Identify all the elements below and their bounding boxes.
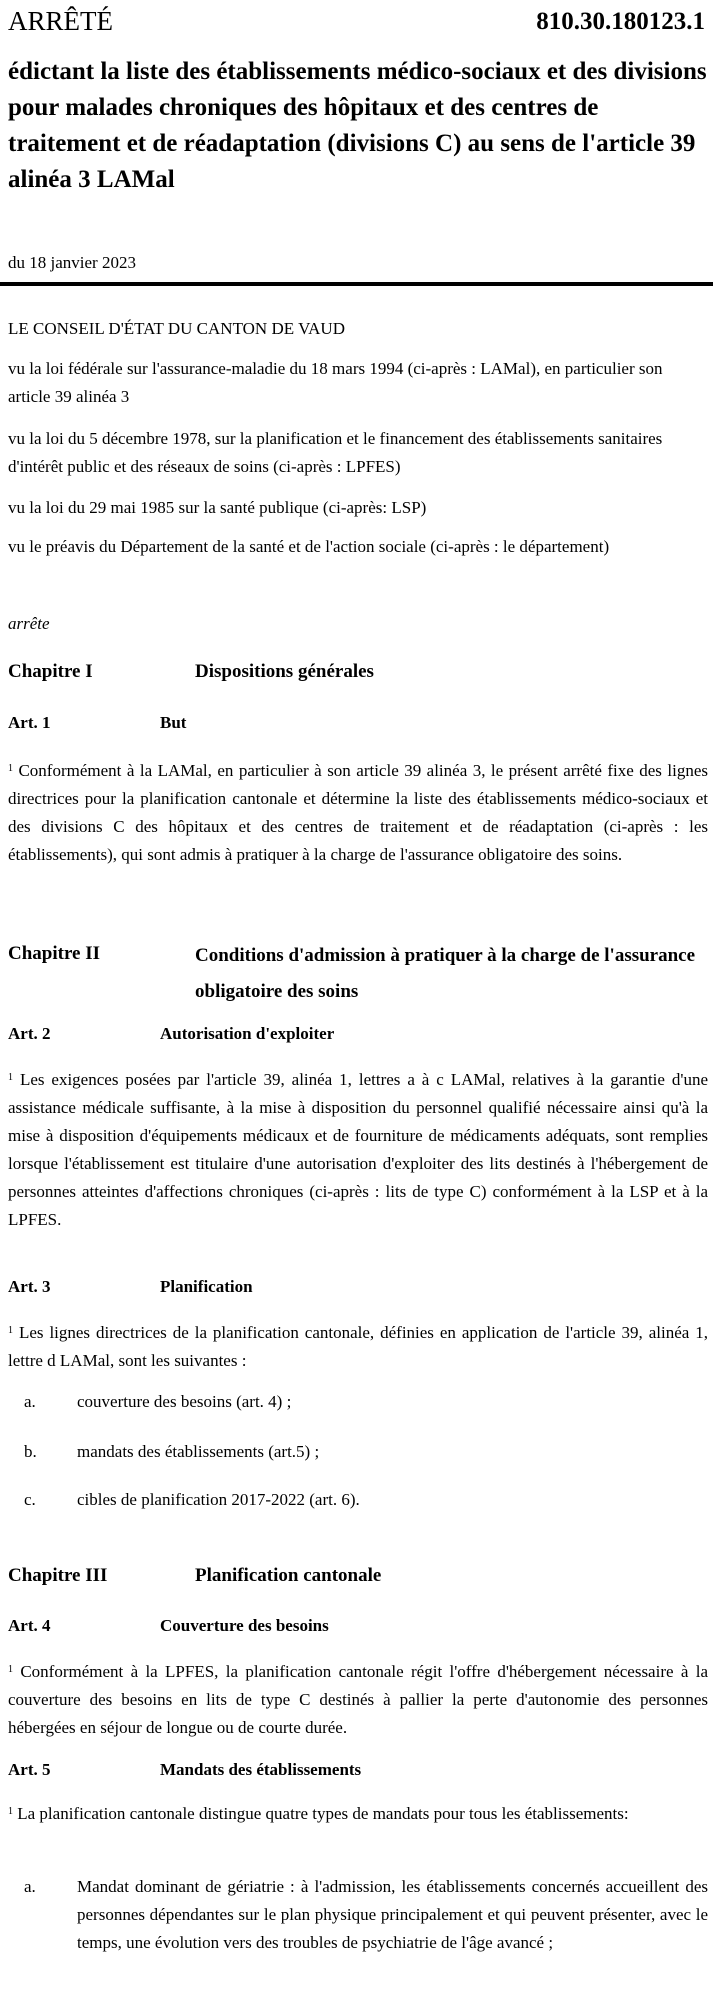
consideration-4: vu le préavis du Département de la santé et de l'action sociale (ci-après : le département) — [8, 537, 610, 556]
art-5-item-a: Mandat dominant de gériatrie : à l'admission, les établissements concernés accueillent des personnes dépendantes sur le plan physique principalement et qui peuvent présenter, avec le temps, une évolution vers des troubles de psychiatrie de l'âge avancé ; — [77, 1877, 708, 1952]
art-5-label: Art. 5 — [8, 1760, 51, 1779]
chapter-3-label: Chapitre III — [8, 1565, 108, 1586]
paragraph-number: 1 — [8, 1806, 13, 1817]
art-3-paragraph — [8, 1319, 708, 1375]
art-5-title: Mandats des établissements — [160, 1760, 362, 1779]
art-3-label: Art. 3 — [8, 1277, 51, 1296]
document-number: 810.30.180123.1 — [536, 8, 705, 35]
paragraph-number: 1 — [8, 1325, 13, 1336]
document-title: édictant la liste des établissements médico-sociaux et des divisions pour malades chroniques des hôpitaux et des centres de traitement et de réadaptation (divisions C) au sens de l'article 39 alinéa 3 LAMal — [8, 58, 707, 193]
chapter-1-title: Dispositions générales — [195, 661, 374, 682]
art-1-paragraph — [8, 757, 708, 869]
art-4-label: Art. 4 — [8, 1616, 51, 1635]
art-1-title: But — [160, 713, 187, 732]
art-2-paragraph — [8, 1066, 708, 1234]
art-3-title: Planification — [160, 1277, 253, 1296]
art-5-text: La planification cantonale distingue quatre types de mandats pour tous les établissements: — [17, 1804, 629, 1823]
art-3-text: Les lignes directrices de la planification cantonale, définies en application de l'article 39, alinéa 1, lettre d LAMal, sont les suivantes : — [8, 1323, 708, 1370]
paragraph-number: 1 — [8, 1664, 13, 1675]
art-3-item-b: mandats des établissements (art.5) ; — [77, 1442, 320, 1461]
art-3-item-a: couverture des besoins (art. 4) ; — [77, 1392, 292, 1411]
art-4-paragraph — [8, 1658, 708, 1742]
chapter-1-label: Chapitre I — [8, 661, 93, 682]
decree-word: arrête — [8, 614, 50, 633]
consideration-2: vu la loi du 5 décembre 1978, sur la planification et le financement des établissements sanitaires d'intérêt public et des réseaux de soins (ci-après : LPFES) — [8, 429, 663, 476]
document-header — [8, 6, 705, 38]
chapter-3-title: Planification cantonale — [195, 1565, 382, 1586]
consideration-1: vu la loi fédérale sur l'assurance-maladie du 18 mars 1994 (ci-après : LAMal), en particulier son article 39 alinéa 3 — [8, 359, 663, 406]
header-divider — [0, 282, 713, 286]
art-5-paragraph — [8, 1800, 708, 1828]
chapter-2-title: Conditions d'admission à pratiquer à la charge de l'assurance obligatoire des soins — [195, 945, 696, 1002]
art-4-title: Couverture des besoins — [160, 1616, 329, 1635]
authority: LE CONSEIL D'ÉTAT DU CANTON DE VAUD — [8, 319, 345, 338]
art-2-label: Art. 2 — [8, 1024, 51, 1043]
document-type: ARRÊTÉ — [8, 6, 113, 36]
art-2-text: Les exigences posées par l'article 39, alinéa 1, lettres a à c LAMal, relatives à la garantie d'une assistance médicale suffisante, à la mise à disposition du personnel qualifié nécessaire ainsi qu'à la mise à disposition d'équipements médicaux et de fourniture de médicaments adéquats, sont remplies lorsque l'établissement est titulaire d'une autorisation d'exploiter des lits destinés à l'hébergement de personnes atteintes d'affections chroniques (ci-après : lits de type C) conformément à la LSP et à la LPFES. — [8, 1070, 708, 1229]
art-3-item-b-letter: b. — [24, 1442, 37, 1461]
art-2-title: Autorisation d'exploiter — [160, 1024, 335, 1043]
paragraph-number: 1 — [8, 763, 13, 774]
art-4-text: Conformément à la LPFES, la planification cantonale régit l'offre d'hébergement nécessaire à la couverture des besoins en lits de type C destinés à pallier la perte d'autonomie des personnes hébergées en séjour de longue ou de courte durée. — [8, 1662, 708, 1737]
art-5-item-a-letter: a. — [24, 1877, 36, 1896]
art-1-label: Art. 1 — [8, 713, 51, 732]
art-1-text: Conformément à la LAMal, en particulier à son article 39 alinéa 3, le présent arrêté fixe des lignes directrices pour la planification cantonale et détermine la liste des établissements médico-sociaux et des divisions C des hôpitaux et des centres de traitement et de réadaptation (ci-après : les établissements), qui sont admis à pratiquer à la charge de l'assurance obligatoire des soins. — [8, 761, 708, 864]
consideration-3: vu la loi du 29 mai 1985 sur la santé publique (ci-après: LSP) — [8, 498, 427, 517]
chapter-2-label: Chapitre II — [8, 943, 101, 964]
art-3-item-c: cibles de planification 2017-2022 (art. 6). — [77, 1490, 360, 1509]
paragraph-number: 1 — [8, 1072, 13, 1083]
art-3-item-c-letter: c. — [24, 1490, 36, 1509]
document-date: du 18 janvier 2023 — [8, 253, 136, 272]
art-3-item-a-letter: a. — [24, 1392, 36, 1411]
